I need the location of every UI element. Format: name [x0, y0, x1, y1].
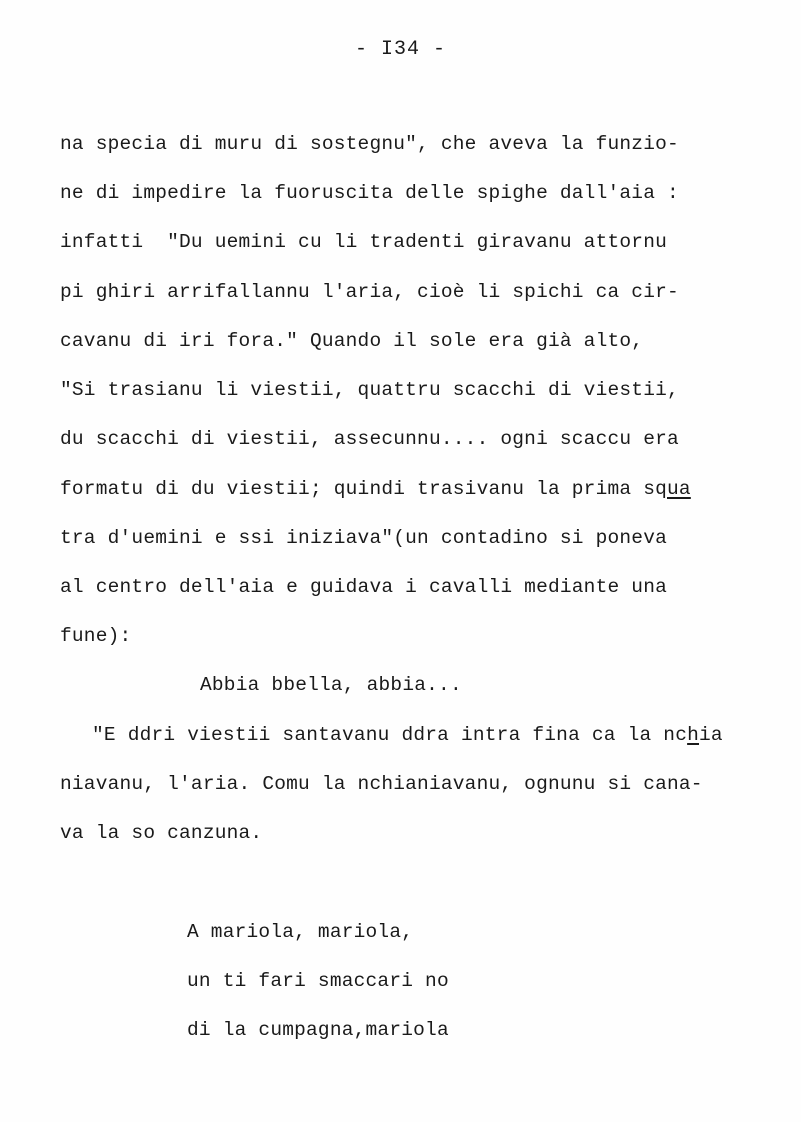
text-line-7: du scacchi di viestii, assecunnu.... ogni scaccu era [60, 428, 679, 450]
text-line-9: tra d'uemini e ssi iniziava"(un contadino si poneva [60, 527, 667, 549]
song-line-3: di la cumpagna,mariola [187, 1019, 449, 1041]
text-line-13-main: "E ddri viestii santavanu ddra intra fina ca la nc [92, 724, 688, 746]
text-line-13-tail: ia [699, 724, 723, 746]
text-line-10: al centro dell'aia e guidava i cavalli mediante una [60, 576, 667, 598]
text-line-13 [92, 723, 723, 747]
text-line-15: va la so canzuna. [60, 822, 263, 844]
song-line-1: A mariola, mariola, [187, 921, 414, 943]
quoted-verse-line: Abbia bbella, abbia... [200, 674, 462, 696]
page-number: - I34 - [354, 38, 446, 61]
text-line-5: cavanu di iri fora." Quando il sole era già alto, [60, 330, 644, 352]
text-line-2: ne di impedire la fuoruscita delle spighe dall'aia : [60, 182, 679, 204]
song-line-2: un ti fari smaccari no [187, 970, 449, 992]
text-line-14: niavanu, l'aria. Comu la nchianiavanu, ognunu si cana- [60, 773, 703, 795]
text-line-8-main: formatu di du viestii; quindi trasivanu la prima sq [60, 478, 667, 500]
text-line-11: fune): [60, 625, 132, 647]
underlined-text: h [687, 724, 700, 746]
underlined-text: ua [667, 478, 691, 500]
text-line-3: infatti "Du uemini cu li tradenti giravanu attornu [60, 231, 667, 253]
text-line-1: na specia di muru di sostegnu", che aveva la funzio- [60, 133, 679, 155]
text-line-4: pi ghiri arrifallannu l'aria, cioè li spichi ca cir- [60, 281, 679, 303]
text-line-6: "Si trasianu li viestii, quattru scacchi di viestii, [60, 379, 679, 401]
text-line-8 [60, 477, 691, 501]
